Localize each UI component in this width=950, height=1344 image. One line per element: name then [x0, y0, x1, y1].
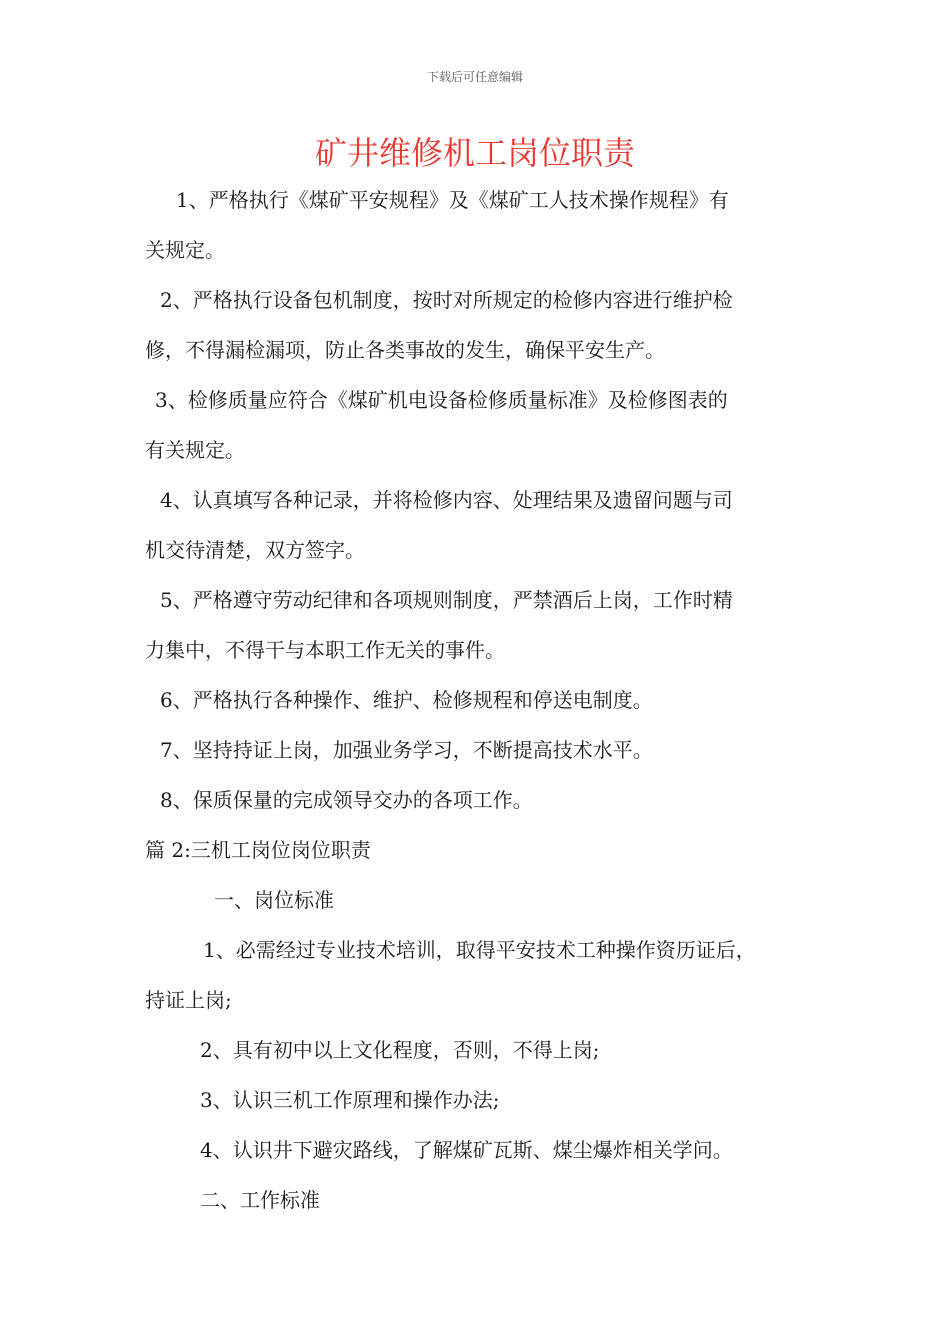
paragraph-line: 2、具有初中以上文化程度，否则，不得上岗;: [200, 1038, 600, 1062]
document-title: 矿井维修机工岗位职责: [314, 134, 635, 172]
paragraph-line: 7、坚持持证上岗，加强业务学习，不断提高技术水平。: [160, 738, 653, 762]
section-heading: 篇 2:三机工岗位岗位职责: [145, 838, 371, 862]
paragraph-line: 关规定。: [145, 238, 225, 262]
paragraph-line: 3、检修质量应符合《煤矿机电设备检修质量标准》及检修图表的: [155, 388, 728, 412]
paragraph-line: 力集中，不得干与本职工作无关的事件。: [145, 638, 505, 662]
subsection-heading: 一、岗位标准: [214, 888, 334, 912]
paragraph-line: 持证上岗;: [145, 988, 232, 1012]
paragraph-line: 1、必需经过专业技术培训，取得平安技术工种操作资历证后，: [203, 938, 756, 962]
paragraph-line: 修，不得漏检漏项，防止各类事故的发生，确保平安生产。: [145, 338, 665, 362]
subsection-heading: 二、工作标准: [200, 1188, 320, 1212]
paragraph-line: 6、严格执行各种操作、维护、检修规程和停送电制度。: [160, 688, 653, 712]
paragraph-line: 4、认真填写各种记录，并将检修内容、处理结果及遗留问题与司: [160, 488, 733, 512]
paragraph-line: 1、严格执行《煤矿平安规程》及《煤矿工人技术操作规程》有: [176, 188, 729, 212]
paragraph-line: 4、认识井下避灾路线，了解煤矿瓦斯、煤尘爆炸相关学问。: [200, 1138, 733, 1162]
paragraph-line: 8、保质保量的完成领导交办的各项工作。: [160, 788, 533, 812]
paragraph-line: 机交待清楚，双方签字。: [145, 538, 365, 562]
paragraph-line: 3、认识三机工作原理和操作办法;: [200, 1088, 500, 1112]
paragraph-line: 5、严格遵守劳动纪律和各项规则制度，严禁酒后上岗，工作时精: [160, 588, 733, 612]
header-note: 下载后可任意编辑: [426, 70, 523, 84]
paragraph-line: 有关规定。: [145, 438, 245, 462]
paragraph-line: 2、严格执行设备包机制度，按时对所规定的检修内容进行维护检: [160, 288, 733, 312]
